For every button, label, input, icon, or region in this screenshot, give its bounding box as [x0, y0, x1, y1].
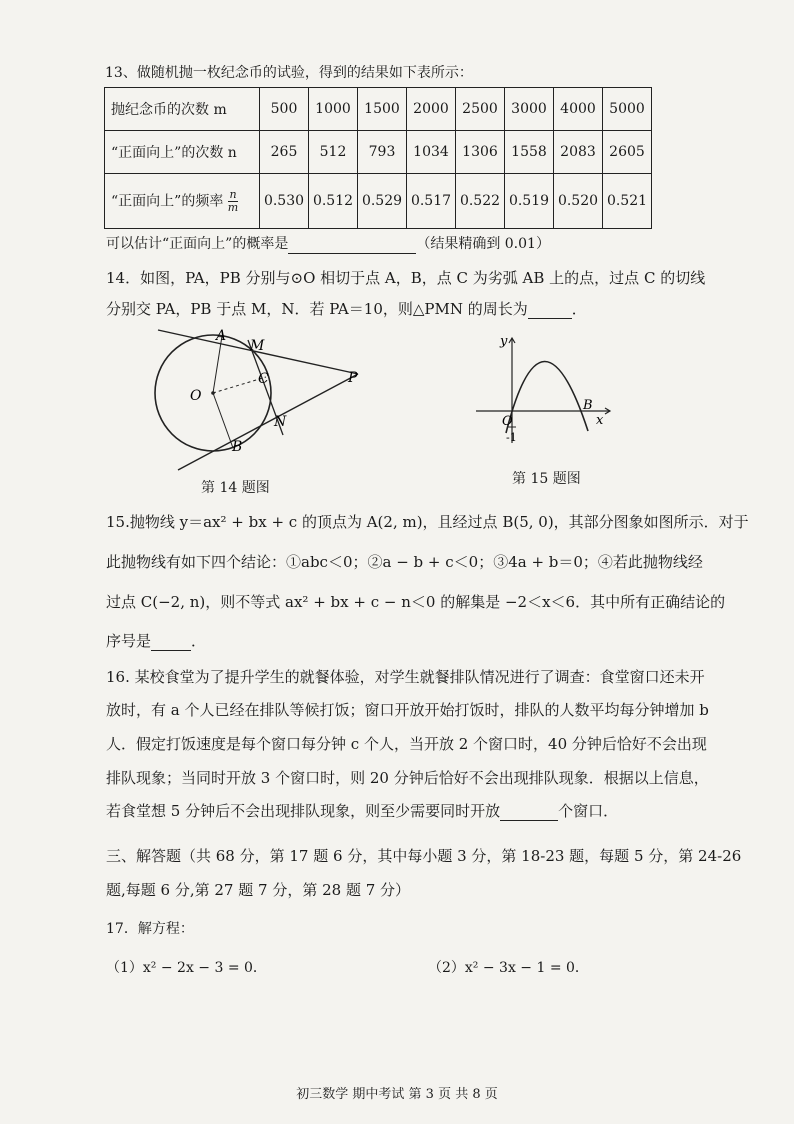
q13-estimate-prefix: 可以估计“正面向上”的概率是 — [106, 236, 289, 252]
point-o — [211, 391, 215, 395]
figure-15 — [470, 333, 620, 448]
q13-answer-blank[interactable] — [288, 237, 416, 254]
frequency-label-text: “正面向上”的频率 — [111, 193, 224, 209]
label-a: A — [216, 328, 227, 344]
q17-part2: （2）x² − 3x − 1 = 0． — [428, 960, 589, 976]
figure-14 — [140, 320, 390, 480]
q14-line2-suffix: ． — [571, 300, 587, 318]
parabola-curve — [506, 361, 588, 433]
label-o-origin: O — [502, 414, 513, 429]
q13-stem: 13、做随机抛一枚纪念币的试验，得到的结果如下表所示： — [105, 65, 473, 81]
q14-line2 — [106, 299, 587, 319]
fraction-denominator: m — [227, 200, 239, 214]
q16-answer-blank[interactable] — [500, 804, 558, 821]
table-cell: 1500 — [358, 88, 407, 131]
q14-line1: 14．如图，PA，PB 分别与⊙O 相切于点 A，B，点 C 为劣弧 AB 上的点，过点 C 的切线 — [106, 269, 706, 287]
table-cell: 0.520 — [554, 174, 603, 229]
q15-line1: 15.抛物线 y＝ax² + bx + c 的顶点为 A(2, m)，且经过点 B(5, 0)，其部分图象如图所示．对于 — [106, 513, 749, 531]
table-cell: 793 — [358, 131, 407, 174]
q16-line5-prefix: 若食堂想 5 分钟后不会出现排队现象，则至少需要同时开放 — [106, 802, 501, 820]
tangent-line-pb — [178, 374, 358, 470]
q17-part1: （1）x² − 2x − 3 = 0． — [106, 960, 267, 976]
row-label-heads-count: “正面向上”的次数 n — [105, 131, 260, 174]
q13-estimate-suffix: （结果精确到 0.01） — [416, 236, 550, 252]
table-row — [105, 88, 652, 131]
table-cell: 2500 — [456, 88, 505, 131]
q16-line4: 排队现象；当同时开放 3 个窗口时，则 20 分钟后恰好不会出现排队现象．根据以上信息， — [106, 769, 709, 787]
q14-answer-blank[interactable] — [528, 302, 572, 319]
row-label-throws: 抛纪念币的次数 m — [105, 88, 260, 131]
table-cell: 2605 — [603, 131, 652, 174]
label-m: M — [250, 338, 265, 354]
table-row — [105, 131, 652, 174]
table-cell: 0.529 — [358, 174, 407, 229]
q15-answer-blank[interactable] — [151, 634, 191, 651]
table-cell: 0.522 — [456, 174, 505, 229]
label-neg1: -1 — [506, 431, 517, 444]
q15-line4-prefix: 序号是 — [106, 632, 152, 650]
label-x: x — [596, 413, 604, 428]
table-cell: 0.519 — [505, 174, 554, 229]
label-b: B — [232, 439, 243, 455]
table-cell: 0.521 — [603, 174, 652, 229]
q16-line5-suffix: 个窗口． — [558, 802, 619, 820]
q17-title: 17．解方程： — [106, 921, 194, 937]
table-cell: 0.530 — [260, 174, 309, 229]
table-cell: 1558 — [505, 131, 554, 174]
figure-15-caption: 第 15 题图 — [512, 471, 581, 487]
fraction-numerator: n — [229, 187, 237, 201]
q14-line2-prefix: 分别交 PA，PB 于点 M，N．若 PA＝10，则△PMN 的周长为 — [106, 300, 528, 318]
table-cell: 1306 — [456, 131, 505, 174]
table-cell: 2000 — [407, 88, 456, 131]
label-o: O — [190, 388, 202, 404]
table-cell: 0.517 — [407, 174, 456, 229]
label-p: P — [348, 370, 358, 386]
table-cell: 4000 — [554, 88, 603, 131]
q16-line2: 放时，有 a 个人已经在排队等候打饭；窗口开放开始打饭时，排队的人数平均每分钟增加 b — [106, 701, 709, 719]
table-cell: 1000 — [309, 88, 358, 131]
label-c: C — [258, 371, 269, 387]
table-cell: 3000 — [505, 88, 554, 131]
q16-line5 — [106, 801, 618, 821]
table-row — [105, 174, 652, 229]
table-cell: 500 — [260, 88, 309, 131]
table-cell: 512 — [309, 131, 358, 174]
label-b-point: B — [583, 398, 593, 413]
q16-line1: 16. 某校食堂为了提升学生的就餐体验，对学生就餐排队情况进行了调查：食堂窗口还未开 — [106, 668, 705, 686]
q16-line3: 人．假定打饭速度是每个窗口每分钟 c 个人，当开放 2 个窗口时，40 分钟后恰好不会出现 — [106, 735, 707, 753]
radius-oa — [213, 336, 222, 393]
q15-line4 — [106, 631, 206, 651]
label-y: y — [500, 334, 508, 349]
row-label-frequency — [105, 174, 260, 229]
figure-14-caption: 第 14 题图 — [201, 480, 270, 496]
radius-ob — [213, 393, 233, 448]
q13-estimate-line — [106, 234, 550, 254]
table-cell: 0.512 — [309, 174, 358, 229]
section3-line1: 三、解答题（共 68 分，第 17 题 6 分，其中每小题 3 分，第 18-23 题，每题 5 分，第 24-26 — [106, 847, 742, 865]
table-cell: 1034 — [407, 131, 456, 174]
fraction-n-over-m — [228, 189, 238, 214]
page-footer: 初三数学 期中考试 第 3 页 共 8 页 — [296, 1087, 498, 1102]
table-cell: 265 — [260, 131, 309, 174]
table-cell: 5000 — [603, 88, 652, 131]
q15-line2: 此抛物线有如下四个结论：①abc＜0；②a − b + c＜0；③4a + b＝0；④若此抛物线经 — [106, 553, 703, 571]
table-cell: 2083 — [554, 131, 603, 174]
label-n: N — [274, 414, 287, 430]
section3-line2: 题,每题 6 分,第 27 题 7 分，第 28 题 7 分） — [106, 881, 411, 899]
q15-line3: 过点 C(−2, n)，则不等式 ax² + bx + c − n＜0 的解集是 −2＜x＜6．其中所有正确结论的 — [106, 593, 726, 611]
q15-line4-suffix: ． — [191, 632, 207, 650]
frequency-table — [104, 87, 652, 229]
